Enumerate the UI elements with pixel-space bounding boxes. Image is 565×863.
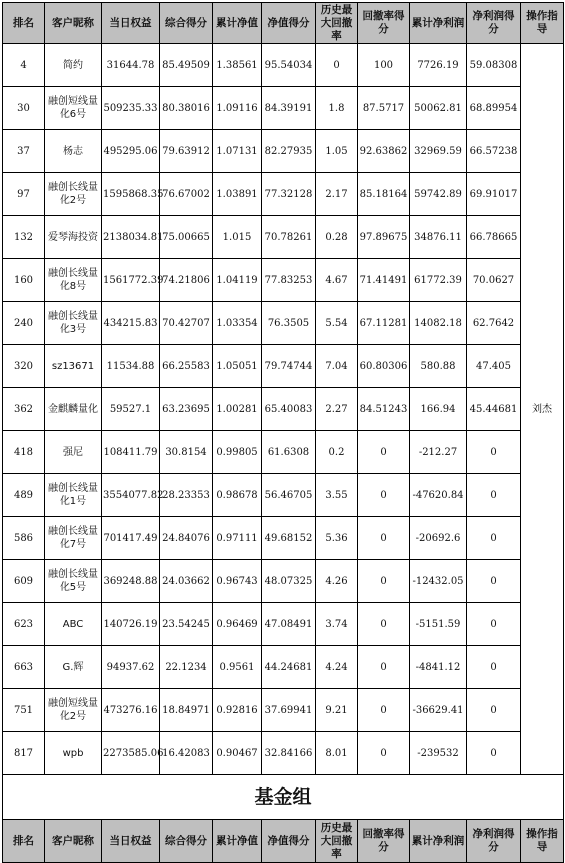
header-row-2 (3, 820, 564, 863)
cell-profit: 32969.59 (410, 130, 467, 173)
cell-equity: 473276.16 (102, 689, 160, 732)
cell-nav-score: 61.6308 (262, 431, 316, 474)
cell-profit: -47620.84 (410, 474, 467, 517)
cell-nav-score: 49.68152 (262, 517, 316, 560)
cell-rank: 320 (3, 345, 45, 388)
cell-profit-score: 0 (467, 560, 521, 603)
cell-equity: 1561772.39 (102, 259, 160, 302)
cell-nav: 0.96469 (213, 603, 262, 646)
cell-nav-score: 47.08491 (262, 603, 316, 646)
cell-profit: -20692.6 (410, 517, 467, 560)
cell-drawdown-score: 0 (358, 560, 410, 603)
cell-nav: 1.09116 (213, 87, 262, 130)
cell-rank: 817 (3, 732, 45, 775)
cell-score: 22.1234 (160, 646, 213, 689)
cell-rank: 609 (3, 560, 45, 603)
cell-nav-score: 48.07325 (262, 560, 316, 603)
cell-max-drawdown: 8.01 (316, 732, 358, 775)
cell-equity: 140726.19 (102, 603, 160, 646)
cell-score: 23.54245 (160, 603, 213, 646)
cell-rank: 37 (3, 130, 45, 173)
cell-name: 杨志 (45, 130, 102, 173)
cell-nav-score: 79.74744 (262, 345, 316, 388)
cell-equity: 495295.06 (102, 130, 160, 173)
cell-equity: 2273585.06 (102, 732, 160, 775)
table-row (3, 259, 564, 302)
cell-nav: 1.03354 (213, 302, 262, 345)
cell-equity: 2138034.81 (102, 216, 160, 259)
cell-equity: 434215.83 (102, 302, 160, 345)
header-profit-score: 净利润得分 (467, 820, 521, 863)
cell-rank: 132 (3, 216, 45, 259)
cell-name: 强尼 (45, 431, 102, 474)
cell-nav: 1.38561 (213, 44, 262, 87)
cell-nav-score: 65.40083 (262, 388, 316, 431)
cell-equity: 1595868.35 (102, 173, 160, 216)
table-row (3, 388, 564, 431)
cell-profit-score: 0 (467, 474, 521, 517)
cell-max-drawdown: 0.28 (316, 216, 358, 259)
cell-profit-score: 69.91017 (467, 173, 521, 216)
cell-equity: 31644.78 (102, 44, 160, 87)
cell-score: 30.8154 (160, 431, 213, 474)
cell-nav: 0.97111 (213, 517, 262, 560)
cell-equity: 94937.62 (102, 646, 160, 689)
cell-max-drawdown: 0.2 (316, 431, 358, 474)
cell-nav: 0.99805 (213, 431, 262, 474)
header-nav-score: 净值得分 (262, 3, 316, 44)
header-nav: 累计净值 (213, 820, 262, 863)
table-row (3, 130, 564, 173)
cell-rank: 623 (3, 603, 45, 646)
cell-score: 70.42707 (160, 302, 213, 345)
cell-max-drawdown: 7.04 (316, 345, 358, 388)
header-row (3, 3, 564, 44)
cell-nav-score: 77.32128 (262, 173, 316, 216)
cell-rank: 362 (3, 388, 45, 431)
cell-nav: 0.90467 (213, 732, 262, 775)
cell-profit: 7726.19 (410, 44, 467, 87)
cell-max-drawdown: 2.27 (316, 388, 358, 431)
cell-max-drawdown: 1.05 (316, 130, 358, 173)
header-name: 客户昵称 (45, 3, 102, 44)
cell-profit: -5151.59 (410, 603, 467, 646)
cell-rank: 751 (3, 689, 45, 732)
cell-rank: 4 (3, 44, 45, 87)
cell-drawdown-score: 0 (358, 517, 410, 560)
cell-nav: 1.015 (213, 216, 262, 259)
table-row (3, 302, 564, 345)
cell-drawdown-score: 0 (358, 431, 410, 474)
cell-drawdown-score: 0 (358, 603, 410, 646)
cell-drawdown-score: 60.80306 (358, 345, 410, 388)
header-name: 客户昵称 (45, 820, 102, 863)
ranking-table-container (2, 2, 563, 863)
cell-nav-score: 84.39191 (262, 87, 316, 130)
cell-drawdown-score: 0 (358, 646, 410, 689)
cell-profit-score: 0 (467, 646, 521, 689)
cell-profit-score: 0 (467, 732, 521, 775)
header-score: 综合得分 (160, 820, 213, 863)
cell-name: sz13671 (45, 345, 102, 388)
cell-score: 16.42083 (160, 732, 213, 775)
cell-profit-score: 0 (467, 431, 521, 474)
table-row (3, 87, 564, 130)
cell-max-drawdown: 5.54 (316, 302, 358, 345)
table-row (3, 474, 564, 517)
cell-score: 24.03662 (160, 560, 213, 603)
cell-nav: 1.07131 (213, 130, 262, 173)
cell-nav: 1.04119 (213, 259, 262, 302)
cell-nav: 1.03891 (213, 173, 262, 216)
cell-equity: 59527.1 (102, 388, 160, 431)
cell-name: 爱琴海投资 (45, 216, 102, 259)
cell-nav: 1.00281 (213, 388, 262, 431)
cell-name: 融创长线量化8号 (45, 259, 102, 302)
cell-nav-score: 82.27935 (262, 130, 316, 173)
table-row (3, 603, 564, 646)
cell-equity: 11534.88 (102, 345, 160, 388)
cell-rank: 97 (3, 173, 45, 216)
cell-name: ABC (45, 603, 102, 646)
table-row (3, 689, 564, 732)
header-profit-score: 净利润得分 (467, 3, 521, 44)
cell-profit-score: 45.44681 (467, 388, 521, 431)
cell-nav-score: 44.24681 (262, 646, 316, 689)
table-row (3, 517, 564, 560)
cell-name: 融创短线量化6号 (45, 87, 102, 130)
header-guidance: 操作指导 (521, 820, 564, 863)
header-drawdown-score: 回撤率得分 (358, 3, 410, 44)
cell-profit-score: 0 (467, 689, 521, 732)
header-guidance: 操作指导 (521, 3, 564, 44)
cell-profit: 34876.11 (410, 216, 467, 259)
cell-profit-score: 59.08308 (467, 44, 521, 87)
cell-equity: 3554077.82 (102, 474, 160, 517)
cell-max-drawdown: 1.8 (316, 87, 358, 130)
cell-drawdown-score: 84.51243 (358, 388, 410, 431)
cell-nav: 0.92816 (213, 689, 262, 732)
cell-profit: -12432.05 (410, 560, 467, 603)
cell-score: 79.63912 (160, 130, 213, 173)
section-title: 基金组 (3, 775, 564, 820)
cell-max-drawdown: 3.74 (316, 603, 358, 646)
cell-score: 75.00665 (160, 216, 213, 259)
cell-nav: 0.9561 (213, 646, 262, 689)
cell-name: 融创长线量化3号 (45, 302, 102, 345)
cell-max-drawdown: 4.24 (316, 646, 358, 689)
cell-rank: 418 (3, 431, 45, 474)
cell-drawdown-score: 87.5717 (358, 87, 410, 130)
table-row (3, 431, 564, 474)
cell-nav: 0.98678 (213, 474, 262, 517)
cell-rank: 240 (3, 302, 45, 345)
cell-nav: 0.96743 (213, 560, 262, 603)
section-row (3, 775, 564, 820)
cell-name: 金麒麟量化 (45, 388, 102, 431)
cell-max-drawdown: 3.55 (316, 474, 358, 517)
cell-profit: 61772.39 (410, 259, 467, 302)
header-equity: 当日权益 (102, 820, 160, 863)
cell-nav-score: 77.83253 (262, 259, 316, 302)
cell-drawdown-score: 0 (358, 732, 410, 775)
cell-nav-score: 32.84166 (262, 732, 316, 775)
header-equity: 当日权益 (102, 3, 160, 44)
cell-score: 24.84076 (160, 517, 213, 560)
table-row (3, 345, 564, 388)
cell-equity: 108411.79 (102, 431, 160, 474)
cell-name: 融创长线量化5号 (45, 560, 102, 603)
header-max-drawdown: 历史最大回撤率 (316, 820, 358, 863)
header-profit: 累计净利润 (410, 820, 467, 863)
cell-equity: 509235.33 (102, 87, 160, 130)
cell-profit-score: 68.89954 (467, 87, 521, 130)
header-rank: 排名 (3, 820, 45, 863)
cell-name: G.辉 (45, 646, 102, 689)
cell-score: 18.84971 (160, 689, 213, 732)
cell-rank: 489 (3, 474, 45, 517)
cell-profit-score: 62.7642 (467, 302, 521, 345)
cell-score: 28.23353 (160, 474, 213, 517)
cell-max-drawdown: 5.36 (316, 517, 358, 560)
cell-drawdown-score: 97.89675 (358, 216, 410, 259)
cell-max-drawdown: 4.26 (316, 560, 358, 603)
cell-profit: 14082.18 (410, 302, 467, 345)
cell-name: 融创长线量化2号 (45, 173, 102, 216)
table-row (3, 646, 564, 689)
cell-profit: 166.94 (410, 388, 467, 431)
cell-profit-score: 66.78665 (467, 216, 521, 259)
ranking-table (2, 2, 564, 863)
header-nav: 累计净值 (213, 3, 262, 44)
cell-name: wpb (45, 732, 102, 775)
table-row (3, 732, 564, 775)
cell-name: 融创长线量化1号 (45, 474, 102, 517)
cell-rank: 160 (3, 259, 45, 302)
header-nav-score: 净值得分 (262, 820, 316, 863)
cell-rank: 663 (3, 646, 45, 689)
cell-drawdown-score: 67.11281 (358, 302, 410, 345)
cell-profit: 50062.81 (410, 87, 467, 130)
cell-score: 66.25583 (160, 345, 213, 388)
header-score: 综合得分 (160, 3, 213, 44)
header-max-drawdown: 历史最大回撤率 (316, 3, 358, 44)
cell-max-drawdown: 2.17 (316, 173, 358, 216)
cell-profit: -36629.41 (410, 689, 467, 732)
table-row (3, 44, 564, 87)
cell-max-drawdown: 0 (316, 44, 358, 87)
cell-profit: 59742.89 (410, 173, 467, 216)
cell-rank: 586 (3, 517, 45, 560)
cell-score: 76.67002 (160, 173, 213, 216)
cell-equity: 369248.88 (102, 560, 160, 603)
cell-name: 融创长线量化7号 (45, 517, 102, 560)
table-row (3, 216, 564, 259)
cell-drawdown-score: 100 (358, 44, 410, 87)
cell-profit: -239532 (410, 732, 467, 775)
cell-profit-score: 66.57238 (467, 130, 521, 173)
cell-nav-score: 76.3505 (262, 302, 316, 345)
cell-rank: 30 (3, 87, 45, 130)
cell-drawdown-score: 92.63862 (358, 130, 410, 173)
cell-nav: 1.05051 (213, 345, 262, 388)
table-row (3, 560, 564, 603)
cell-drawdown-score: 0 (358, 689, 410, 732)
cell-profit-score: 0 (467, 517, 521, 560)
cell-profit: 580.88 (410, 345, 467, 388)
cell-score: 74.21806 (160, 259, 213, 302)
cell-score: 85.49509 (160, 44, 213, 87)
cell-profit-score: 0 (467, 603, 521, 646)
cell-drawdown-score: 85.18164 (358, 173, 410, 216)
table-row (3, 173, 564, 216)
cell-profit: -212.27 (410, 431, 467, 474)
header-rank: 排名 (3, 3, 45, 44)
cell-drawdown-score: 0 (358, 474, 410, 517)
header-drawdown-score: 回撤率得分 (358, 820, 410, 863)
cell-guidance: 刘杰 (521, 44, 564, 775)
cell-max-drawdown: 4.67 (316, 259, 358, 302)
cell-profit: -4841.12 (410, 646, 467, 689)
cell-nav-score: 56.46705 (262, 474, 316, 517)
cell-profit-score: 70.0627 (467, 259, 521, 302)
cell-profit-score: 47.405 (467, 345, 521, 388)
cell-drawdown-score: 71.41491 (358, 259, 410, 302)
cell-nav-score: 70.78261 (262, 216, 316, 259)
cell-name: 融创短线量化2号 (45, 689, 102, 732)
cell-name: 简约 (45, 44, 102, 87)
header-profit: 累计净利润 (410, 3, 467, 44)
cell-nav-score: 37.69941 (262, 689, 316, 732)
cell-nav-score: 95.54034 (262, 44, 316, 87)
cell-equity: 701417.49 (102, 517, 160, 560)
cell-score: 63.23695 (160, 388, 213, 431)
cell-max-drawdown: 9.21 (316, 689, 358, 732)
cell-score: 80.38016 (160, 87, 213, 130)
